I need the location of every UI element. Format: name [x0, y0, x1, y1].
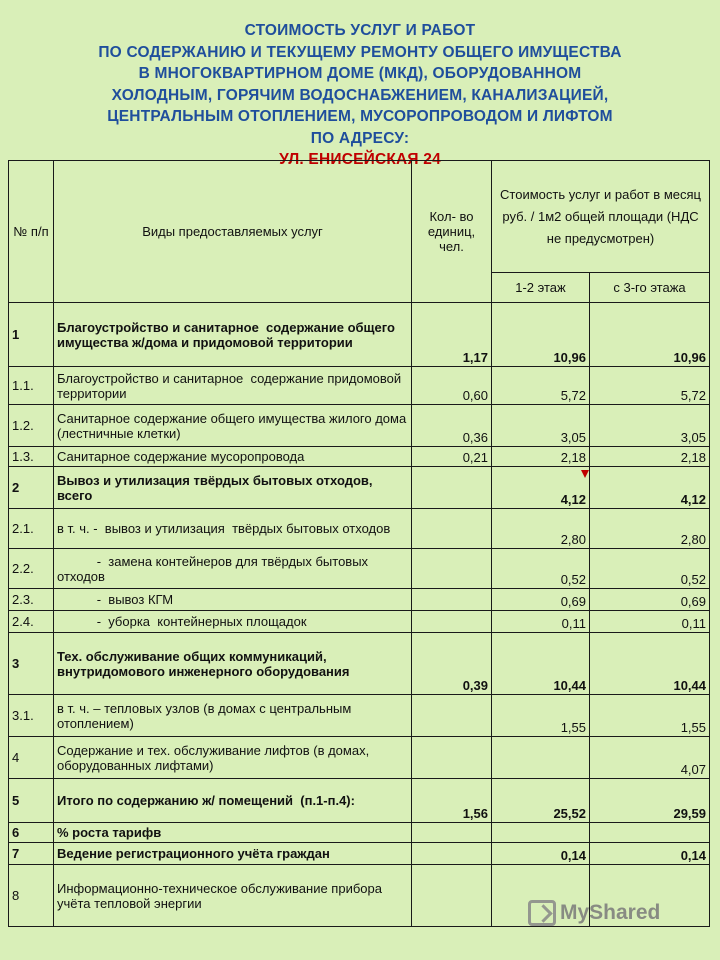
row-cost-floor-3: 10,44: [590, 633, 710, 695]
row-cost-floor-3: 29,59: [590, 779, 710, 823]
row-count: [412, 549, 492, 589]
row-description: Вывоз и утилизация твёрдых бытовых отходов, всего: [54, 467, 412, 509]
row-cost-floor-3: 0,52: [590, 549, 710, 589]
row-cost-floor-3: 3,05: [590, 405, 710, 447]
watermark-text: MyShared: [560, 901, 661, 924]
row-description: Санитарное содержание мусоропровода: [54, 447, 412, 467]
row-number: 3.1.: [9, 695, 54, 737]
row-number: 6: [9, 823, 54, 843]
header-floor-1-2: 1-2 этаж: [492, 273, 590, 303]
row-cost-floor-3: 4,12: [590, 467, 710, 509]
row-cost-floor-1-2: 0,14: [492, 843, 590, 865]
row-count: 0,60: [412, 367, 492, 405]
row-cost-floor-3: 0,11: [590, 611, 710, 633]
row-cost-floor-1-2: 1,55: [492, 695, 590, 737]
row-count: 0,36: [412, 405, 492, 447]
services-table: [8, 160, 710, 927]
row-cost-floor-1-2: 2,18: [492, 447, 590, 467]
row-cost-floor-1-2: 0,52: [492, 549, 590, 589]
row-cost-floor-1-2: 10,44: [492, 633, 590, 695]
row-description: Благоустройство и санитарное содержание придомовой территории: [54, 367, 412, 405]
table-row: [9, 823, 710, 843]
row-count: 0,21: [412, 447, 492, 467]
row-cost-floor-1-2: 3,05: [492, 405, 590, 447]
row-cost-floor-1-2: 5,72: [492, 367, 590, 405]
table-row: [9, 695, 710, 737]
table-row: [9, 509, 710, 549]
watermark: [528, 900, 660, 926]
row-number: 1.3.: [9, 447, 54, 467]
row-cost-floor-1-2: 10,96: [492, 303, 590, 367]
row-cost-floor-3: 1,55: [590, 695, 710, 737]
table-row: [9, 367, 710, 405]
row-number: 4: [9, 737, 54, 779]
row-description: Содержание и тех. обслуживание лифтов (в домах, оборудованных лифтами): [54, 737, 412, 779]
row-description: - вывоз КГМ: [54, 589, 412, 611]
row-description: - замена контейнеров для твёрдых бытовых отходов: [54, 549, 412, 589]
row-count: [412, 695, 492, 737]
title-line-3: В МНОГОКВАРТИРНОМ ДОМЕ (МКД), ОБОРУДОВАННОМ: [138, 65, 582, 82]
row-count: 1,17: [412, 303, 492, 367]
table-row: [9, 611, 710, 633]
document-title: [0, 20, 720, 171]
title-address: УЛ. ЕНИСЕЙСКАЯ 24: [279, 151, 441, 168]
title-line-1: СТОИМОСТЬ УСЛУГ И РАБОТ: [244, 22, 476, 39]
header-num: № п/п: [9, 161, 54, 303]
row-count: [412, 509, 492, 549]
table-row: [9, 589, 710, 611]
row-cost-floor-3: 0,69: [590, 589, 710, 611]
row-number: 1.2.: [9, 405, 54, 447]
row-count: [412, 589, 492, 611]
row-description: в т. ч. – тепловых узлов (в домах с центральным отоплением): [54, 695, 412, 737]
row-description: - уборка контейнерных площадок: [54, 611, 412, 633]
row-count: [412, 467, 492, 509]
title-line-4: ХОЛОДНЫМ, ГОРЯЧИМ ВОДОСНАБЖЕНИЕМ, КАНАЛИЗАЦИЕЙ,: [111, 86, 609, 104]
row-cost-floor-1-2: 25,52: [492, 779, 590, 823]
red-marker-icon: [581, 470, 589, 478]
row-description: Благоустройство и санитарное содержание общего имущества ж/дома и придомовой территории: [54, 303, 412, 367]
title-line-2: ПО СОДЕРЖАНИЮ И ТЕКУЩЕМУ РЕМОНТУ ОБЩЕГО ИМУЩЕСТВА: [98, 43, 622, 61]
title-line-6: ПО АДРЕСУ:: [310, 129, 410, 147]
row-cost-floor-1-2: 0,69: [492, 589, 590, 611]
row-cost-floor-3: 0,14: [590, 843, 710, 865]
row-cost-floor-3: 2,18: [590, 447, 710, 467]
row-description: Ведение регистрационного учёта граждан: [54, 843, 412, 865]
row-cost-floor-1-2: 4,12: [492, 467, 590, 509]
row-cost-floor-3: 4,07: [590, 737, 710, 779]
table-row: [9, 843, 710, 865]
row-number: 3: [9, 633, 54, 695]
title-line-5: ЦЕНТРАЛЬНЫМ ОТОПЛЕНИЕМ, МУСОРОПРОВОДОМ И ЛИФТОМ: [107, 108, 613, 125]
row-count: [412, 823, 492, 843]
row-number: 1.1.: [9, 367, 54, 405]
row-number: 7: [9, 843, 54, 865]
row-count: [412, 737, 492, 779]
row-description: в т. ч. - вывоз и утилизация твёрдых бытовых отходов: [54, 509, 412, 549]
row-cost-floor-1-2: 2,80: [492, 509, 590, 549]
row-description: Информационно-техническое обслуживание прибора учёта тепловой энергии: [54, 865, 412, 927]
header-services: Виды предоставляемых услуг: [54, 161, 412, 303]
row-cost-floor-3: [590, 823, 710, 843]
watermark-logo-icon: [528, 900, 556, 926]
row-cost-floor-3: 10,96: [590, 303, 710, 367]
row-cost-floor-1-2: 0,11: [492, 611, 590, 633]
table-row: [9, 549, 710, 589]
row-count: [412, 843, 492, 865]
header-count: Кол- во единиц, чел.: [412, 161, 492, 303]
row-description: Итого по содержанию ж/ помещений (п.1-п.4):: [54, 779, 412, 823]
row-count: 0,39: [412, 633, 492, 695]
row-description: Тех. обслуживание общих коммуникаций, внутридомового инженерного оборудования: [54, 633, 412, 695]
table-row: [9, 633, 710, 695]
row-cost-floor-1-2: [492, 823, 590, 843]
row-count: [412, 865, 492, 927]
row-number: 2.3.: [9, 589, 54, 611]
row-count: [412, 611, 492, 633]
row-number: 8: [9, 865, 54, 927]
row-number: 2: [9, 467, 54, 509]
table-row: [9, 303, 710, 367]
row-number: 2.2.: [9, 549, 54, 589]
row-cost-floor-3: 2,80: [590, 509, 710, 549]
header-cost: Стоимость услуг и работ в месяц руб. / 1м2 общей площади (НДС не предусмотрен): [492, 161, 710, 273]
row-number: 2.1.: [9, 509, 54, 549]
table-row: [9, 467, 710, 509]
row-description: Санитарное содержание общего имущества жилого дома (лестничные клетки): [54, 405, 412, 447]
header-floor-3: с 3-го этажа: [590, 273, 710, 303]
row-description: % роста тарифв: [54, 823, 412, 843]
row-cost-floor-1-2: [492, 737, 590, 779]
table-row: [9, 737, 710, 779]
table-row: [9, 779, 710, 823]
table-row: [9, 405, 710, 447]
table-row: [9, 447, 710, 467]
row-number: 5: [9, 779, 54, 823]
row-cost-floor-3: 5,72: [590, 367, 710, 405]
row-number: 1: [9, 303, 54, 367]
row-count: 1,56: [412, 779, 492, 823]
row-number: 2.4.: [9, 611, 54, 633]
